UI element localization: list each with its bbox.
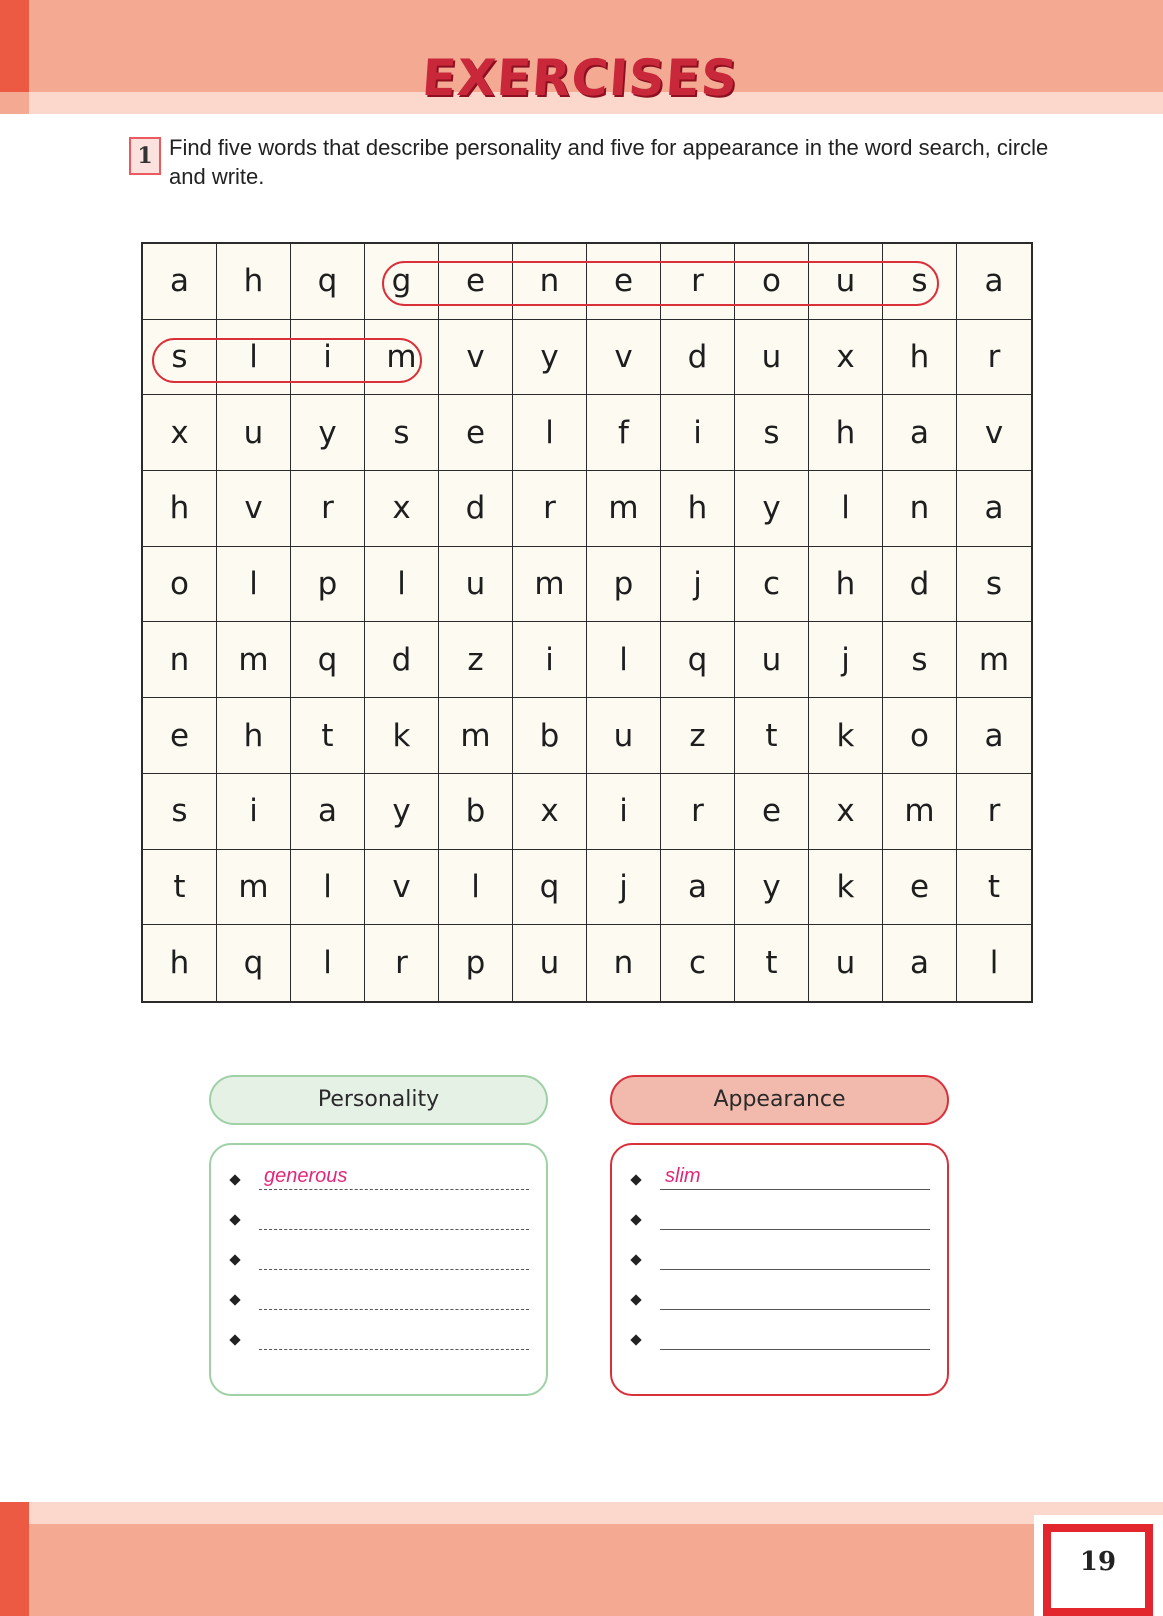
grid-cell[interactable]: e xyxy=(143,698,217,774)
grid-cell[interactable]: e xyxy=(735,774,809,850)
grid-cell[interactable]: i xyxy=(513,622,587,698)
grid-cell[interactable]: v xyxy=(957,395,1031,471)
grid-cell[interactable]: m xyxy=(365,320,439,396)
grid-cell[interactable]: q xyxy=(291,244,365,320)
grid-cell[interactable]: u xyxy=(735,320,809,396)
grid-cell[interactable]: k xyxy=(809,698,883,774)
grid-cell[interactable]: s xyxy=(957,547,1031,623)
grid-cell[interactable]: r xyxy=(957,320,1031,396)
grid-cell[interactable]: m xyxy=(217,622,291,698)
footer-accent xyxy=(0,1502,29,1616)
bullet-icon xyxy=(229,1174,240,1185)
bullet-icon xyxy=(229,1214,240,1225)
grid-cell[interactable]: l xyxy=(365,547,439,623)
grid-cell[interactable]: f xyxy=(587,395,661,471)
grid-cell[interactable]: d xyxy=(883,547,957,623)
grid-cell[interactable]: u xyxy=(439,547,513,623)
bullet-icon xyxy=(630,1294,641,1305)
grid-cell[interactable]: r xyxy=(513,471,587,547)
grid-cell[interactable]: x xyxy=(365,471,439,547)
write-line xyxy=(660,1309,930,1310)
write-line xyxy=(660,1189,930,1190)
grid-cell[interactable]: m xyxy=(957,622,1031,698)
answer-line[interactable] xyxy=(632,1235,930,1275)
answer-line[interactable] xyxy=(632,1275,930,1315)
grid-cell[interactable]: n xyxy=(143,622,217,698)
write-line xyxy=(259,1349,529,1350)
write-line xyxy=(660,1349,930,1350)
bullet-icon xyxy=(630,1254,641,1265)
grid-cell[interactable]: v xyxy=(217,471,291,547)
footer-strip xyxy=(0,1502,1163,1524)
grid-cell[interactable]: t xyxy=(957,850,1031,926)
grid-cell[interactable]: h xyxy=(661,471,735,547)
grid-cell[interactable]: s xyxy=(883,622,957,698)
answer-line[interactable] xyxy=(632,1315,930,1355)
grid-cell[interactable]: l xyxy=(809,471,883,547)
grid-cell[interactable]: l xyxy=(217,320,291,396)
grid-cell[interactable]: c xyxy=(735,547,809,623)
grid-cell[interactable]: t xyxy=(735,698,809,774)
grid-cell[interactable]: i xyxy=(217,774,291,850)
grid-cell[interactable]: h xyxy=(217,698,291,774)
grid-cell[interactable]: a xyxy=(291,774,365,850)
grid-cell[interactable]: t xyxy=(143,850,217,926)
grid-cell[interactable]: y xyxy=(291,395,365,471)
grid-cell[interactable]: h xyxy=(143,925,217,1001)
answer-line[interactable] xyxy=(231,1275,529,1315)
grid-cell[interactable]: h xyxy=(217,244,291,320)
grid-cell[interactable]: o xyxy=(143,547,217,623)
grid-cell[interactable]: j xyxy=(809,622,883,698)
header-accent-lower xyxy=(0,92,29,114)
grid-cell[interactable]: t xyxy=(735,925,809,1001)
answer-line[interactable] xyxy=(632,1155,930,1195)
grid-cell[interactable]: n xyxy=(587,925,661,1001)
grid-cell[interactable]: a xyxy=(957,244,1031,320)
grid-cell[interactable]: b xyxy=(513,698,587,774)
grid-cell[interactable]: k xyxy=(365,698,439,774)
grid-cell[interactable]: m xyxy=(883,774,957,850)
grid-cell[interactable]: p xyxy=(587,547,661,623)
grid-cell[interactable]: n xyxy=(513,244,587,320)
page-number: 19 xyxy=(1043,1524,1153,1616)
bullet-icon xyxy=(630,1334,641,1345)
appearance-answer-panel xyxy=(610,1143,949,1396)
grid-cell[interactable]: y xyxy=(365,774,439,850)
grid-cell[interactable]: l xyxy=(587,622,661,698)
grid-cell[interactable]: o xyxy=(735,244,809,320)
page-title: EXERCISES xyxy=(420,49,740,107)
grid-cell[interactable]: s xyxy=(365,395,439,471)
grid-cell[interactable]: u xyxy=(217,395,291,471)
grid-cell[interactable]: v xyxy=(587,320,661,396)
grid-cell[interactable]: k xyxy=(809,850,883,926)
grid-cell[interactable]: d xyxy=(365,622,439,698)
grid-cell[interactable]: r xyxy=(661,244,735,320)
personality-answer-panel xyxy=(209,1143,548,1396)
grid-cell[interactable]: e xyxy=(439,244,513,320)
grid-cell[interactable]: h xyxy=(809,547,883,623)
grid-cell[interactable]: j xyxy=(587,850,661,926)
grid-cell[interactable]: n xyxy=(883,471,957,547)
grid-cell[interactable]: u xyxy=(809,244,883,320)
grid-cell[interactable]: s xyxy=(735,395,809,471)
grid-cell[interactable]: z xyxy=(661,698,735,774)
exercise-number-badge: 1 xyxy=(129,137,161,175)
grid-cell[interactable]: v xyxy=(365,850,439,926)
answer-line[interactable] xyxy=(231,1155,529,1195)
answer-line[interactable] xyxy=(231,1195,529,1235)
grid-cell[interactable]: b xyxy=(439,774,513,850)
bullet-icon xyxy=(229,1254,240,1265)
grid-cell[interactable]: q xyxy=(217,925,291,1001)
grid-cell[interactable]: y xyxy=(735,850,809,926)
appearance-label: Appearance xyxy=(610,1075,949,1125)
answer-line[interactable] xyxy=(632,1195,930,1235)
grid-cell[interactable]: q xyxy=(513,850,587,926)
write-line xyxy=(259,1269,529,1270)
bullet-icon xyxy=(630,1174,641,1185)
grid-cell[interactable]: i xyxy=(291,320,365,396)
grid-cell[interactable]: e xyxy=(587,244,661,320)
grid-cell[interactable]: l xyxy=(439,850,513,926)
personality-label: Personality xyxy=(209,1075,548,1125)
grid-cell[interactable]: s xyxy=(143,774,217,850)
write-line xyxy=(660,1229,930,1230)
bullet-icon xyxy=(229,1334,240,1345)
grid-cell[interactable]: u xyxy=(809,925,883,1001)
answer-line[interactable] xyxy=(231,1235,529,1275)
grid-cell[interactable]: h xyxy=(883,320,957,396)
grid-cell[interactable]: t xyxy=(291,698,365,774)
grid-cell[interactable]: l xyxy=(989,945,999,982)
grid-cell[interactable]: h xyxy=(143,471,217,547)
grid-cell[interactable]: d xyxy=(661,320,735,396)
grid-cell[interactable]: s xyxy=(883,244,957,320)
answer-text: slim xyxy=(665,1165,701,1187)
grid-cell[interactable]: a xyxy=(661,850,735,926)
grid-cell[interactable]: q xyxy=(661,622,735,698)
grid-cell[interactable]: c xyxy=(661,925,735,1001)
grid-cell[interactable]: v xyxy=(439,320,513,396)
grid-cell[interactable]: q xyxy=(291,622,365,698)
grid-cell[interactable]: h xyxy=(809,395,883,471)
grid-cell[interactable]: x xyxy=(143,395,217,471)
grid-cell[interactable]: i xyxy=(661,395,735,471)
grid-cell[interactable]: g xyxy=(365,244,439,320)
grid-cell[interactable]: y xyxy=(735,471,809,547)
grid-cell[interactable]: o xyxy=(883,698,957,774)
answer-line[interactable] xyxy=(231,1315,529,1355)
grid-cell[interactable]: m xyxy=(439,698,513,774)
grid-cell[interactable]: l xyxy=(513,395,587,471)
grid-cell[interactable]: x xyxy=(513,774,587,850)
grid-cell[interactable]: a xyxy=(883,925,957,1001)
write-line xyxy=(259,1309,529,1310)
write-line xyxy=(259,1189,529,1190)
grid-cell[interactable]: l xyxy=(217,547,291,623)
grid-cell[interactable]: a xyxy=(143,244,217,320)
grid-cell[interactable]: m xyxy=(217,850,291,926)
bullet-icon xyxy=(630,1214,641,1225)
grid-cell[interactable]: i xyxy=(587,774,661,850)
grid-cell[interactable]: a xyxy=(957,471,1031,547)
grid-cell[interactable]: r xyxy=(291,471,365,547)
grid-cell[interactable]: e xyxy=(439,395,513,471)
grid-cell[interactable]: j xyxy=(661,547,735,623)
grid-cell[interactable]: x xyxy=(809,774,883,850)
grid-cell[interactable]: s xyxy=(143,320,217,396)
grid-cell[interactable]: m xyxy=(513,547,587,623)
header-accent xyxy=(0,0,29,92)
grid-cell[interactable]: a xyxy=(883,395,957,471)
write-line xyxy=(660,1269,930,1270)
grid-cell[interactable]: d xyxy=(439,471,513,547)
write-line xyxy=(259,1229,529,1230)
grid-cell[interactable]: a xyxy=(957,698,1031,774)
exercise-instruction: Find five words that describe personality and five for appearance in the word search, circle and write. xyxy=(169,135,1049,189)
grid-cell[interactable]: m xyxy=(587,471,661,547)
grid-cell[interactable]: p xyxy=(291,547,365,623)
grid-cell[interactable]: p xyxy=(439,925,513,1001)
grid-cell[interactable]: z xyxy=(439,622,513,698)
footer-bar xyxy=(0,1524,1163,1616)
grid-cell[interactable]: r xyxy=(365,925,439,1001)
grid-cell[interactable]: l xyxy=(291,925,365,1001)
word-search-grid xyxy=(141,242,1033,1003)
grid-cell[interactable]: r xyxy=(957,774,1031,850)
answer-text: generous xyxy=(264,1165,348,1187)
grid-cell[interactable]: x xyxy=(809,320,883,396)
grid-cell[interactable]: u xyxy=(735,622,809,698)
grid-cell[interactable]: u xyxy=(513,925,587,1001)
grid-cell[interactable]: y xyxy=(513,320,587,396)
grid-cell[interactable]: e xyxy=(883,850,957,926)
grid-cell[interactable]: u xyxy=(587,698,661,774)
grid-cell[interactable]: r xyxy=(661,774,735,850)
bullet-icon xyxy=(229,1294,240,1305)
grid-cell[interactable]: l xyxy=(291,850,365,926)
